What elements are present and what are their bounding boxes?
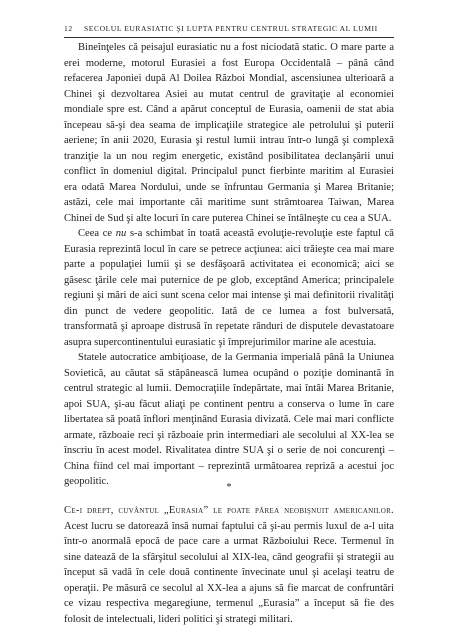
section-paragraph (64, 503, 394, 627)
section-text (64, 503, 394, 627)
paragraph-text: Acest lucru se datorează însă numai faptului că şi-au permis luxul de a-l uita într-o anormală epocă de pace care a urmat Războiului Rece. Termenul în sine datează de la sfârşitul secolului al XIX-lea, când geografii şi strategii au început să vadă în cele două continente învecinate unul şi acelaşi teatru de operaţii. Pe măsură ce secolul al XX-lea a ajuns să fie marcat de confruntări ce vizau respectiva megaregiune, termenul „Eurasia” a început să fie des folosit de intelectuali, lideri politici şi strategi militari. (64, 520, 394, 625)
body-text (64, 40, 394, 490)
section-lead-in: Ce-i drept, cuvântul „Eurasia” le poate părea neobişnuit americanilor. (64, 505, 394, 516)
paragraph-text: Ceea ce (78, 228, 116, 239)
emphasized-word: nu (115, 228, 127, 239)
section-separator: * (226, 482, 232, 493)
paragraph: Bineînţeles că peisajul eurasiatic nu a fost niciodată static. O mare parte a erei moderne, motorul Eurasiei a fost Europa Occidentală – până când refacerea Japoniei după Al Doilea Război Mondial, ascensiunea ulterioară a Chinei şi dezvoltarea Asiei au mutat centrul de gravitaţie al economiei mondiale spre est. Când a apărut conceptul de Eurasia, oamenii de stat abia începeau să-şi dea seama de implicaţiile strategice ale petrolului şi puterii aeriene; în anii 2020, Eurasia şi restul lumii intrau într-o lungă şi complexă tranziţie la un nou regim energetic, existând posibilitatea declanşării unui conflict în domeniul digital. Principalul punct fierbinte maritim al Eurasiei era odată Marea Nordului, unde se înfruntau Germania şi Marea Britanie; astăzi, cele mai importante căi maritime sunt strâmtoarea Taiwan, Marea Chinei de Sud şi alte locuri în care puterea Chinei se întâlneşte cu cea a SUA. (64, 42, 394, 224)
paragraph (64, 226, 394, 350)
page-number: 12 (64, 24, 73, 33)
paragraph: Statele autocratice ambiţioase, de la Germania imperială până la Uniunea Sovietică, au căutat să stăpânească lumea ocupând o poziţie dominantă în centrul strategic al lumii. Democraţiile îndepărtate, mai întâi Marea Britanie, apoi SUA, şi-au făcut aliaţi pe continent pentru a conserva o lume în care libertatea să poată înflori menţinând Eurasia divizată. Cele mai mari conflicte armate, războaie reci şi războaie prin intermediari ale secolului al XX-lea se înscriu în acest model. Rivalitatea dintre SUA şi o serie de noi concurenţi – China fiind cel mai important – reprezintă următoarea repriză a acestui joc geopolitic. (64, 352, 394, 487)
header-rule (64, 37, 394, 38)
running-head (64, 24, 394, 34)
running-head-title: SECOLUL EURASIATIC ŞI LUPTA PENTRU CENTRUL STRATEGIC AL LUMII (84, 24, 378, 33)
paragraph-text: s-a schimbat în toată această evoluţie-revoluţie este faptul că Eurasia reprezintă locul în care se petrece acţiunea: aici trăieşte cea mai mare parte a populaţiei lumii şi se desfăşoară activitatea ei economică; aici se găsesc ţările cele mai puternice de pe glob, exceptând America; principalele regiuni şi mări de aici sunt scena celor mai intense şi mai definitorii rivalităţi din punct de vedere geopolitic. Iată de ce lumea a fost bulversată, transformată şi aproape distrusă în repetate rânduri de disputele devastatoare asupra supercontinentului eurasiatic şi împrejurimilor marine ale acestuia. (64, 228, 394, 348)
